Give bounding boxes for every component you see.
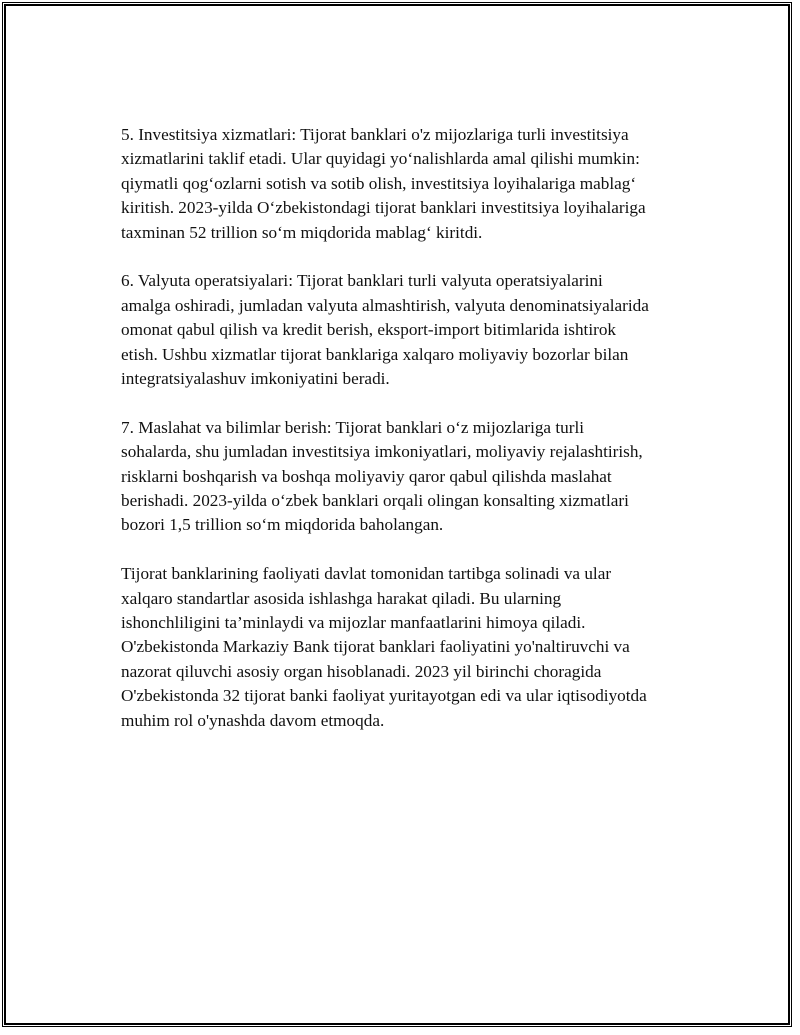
text-line: amalga oshiradi, jumladan valyuta almashtirish, valyuta denominatsiyalarida <box>121 295 649 315</box>
text-line: O'zbekistonda 32 tijorat banki faoliyat yuritayotgan edi va ular iqtisodiyotda <box>121 686 647 706</box>
text-line: risklarni boshqarish va boshqa moliyaviy qaror qabul qilishda maslahat <box>121 466 612 486</box>
text-line: sohalarda, shu jumladan investitsiya imkoniyatlari, moliyaviy rejalashtirish, <box>121 442 643 462</box>
text-line: taxminan 52 trillion so‘m miqdorida mablag‘ kiritdi. <box>121 222 483 242</box>
paragraph-regulation <box>121 562 701 733</box>
text-line: 7. Maslahat va bilimlar berish: Tijorat banklari o‘z mijozlariga turli <box>121 417 585 437</box>
paragraph-investment-services <box>121 123 701 245</box>
text-line: kiritish. 2023-yilda O‘zbekistondagi tijorat banklari investitsiya loyihalariga <box>121 198 646 218</box>
text-line: nazorat qiluvchi asosiy organ hisoblanadi. 2023 yil birinchi choragida <box>121 661 602 681</box>
text-line: qiymatli qog‘ozlarni sotish va sotib olish, investitsiya loyihalariga mablag‘ <box>121 173 637 193</box>
text-line: 5. Investitsiya xizmatlari: Tijorat banklari o'z mijozlariga turli investitsiya <box>121 125 629 144</box>
text-line: etish. Ushbu xizmatlar tijorat banklariga xalqaro moliyaviy bozorlar bilan <box>121 344 629 364</box>
text-line: muhim rol o'ynashda davom etmoqda. <box>121 710 385 730</box>
text-line: ishonchliligini ta’minlaydi va mijozlar manfaatlarini himoya qiladi. <box>121 613 586 633</box>
text-line: bozori 1,5 trillion so‘m miqdorida baholangan. <box>121 515 444 535</box>
paragraph-currency-operations <box>121 269 701 391</box>
document-body <box>121 123 701 758</box>
text-line: 6. Valyuta operatsiyalari: Tijorat banklari turli valyuta operatsiyalarini <box>121 271 603 291</box>
text-line: Tijorat banklarining faoliyati davlat tomonidan tartibga solinadi va ular <box>121 564 612 584</box>
document-page <box>2 2 792 1027</box>
paragraph-consulting <box>121 416 701 538</box>
text-line: integratsiyalashuv imkoniyatini beradi. <box>121 369 390 389</box>
text-line: xizmatlarini taklif etadi. Ular quyidagi yo‘nalishlarda amal qilishi mumkin: <box>121 149 640 169</box>
text-line: xalqaro standartlar asosida ishlashga harakat qiladi. Bu ularning <box>121 588 562 608</box>
text-line: omonat qabul qilish va kredit berish, eksport-import bitimlarida ishtirok <box>121 320 617 340</box>
text-line: berishadi. 2023-yilda o‘zbek banklari orqali olingan konsalting xizmatlari <box>121 491 629 511</box>
text-line: O'zbekistonda Markaziy Bank tijorat banklari faoliyatini yo'naltiruvchi va <box>121 637 630 657</box>
